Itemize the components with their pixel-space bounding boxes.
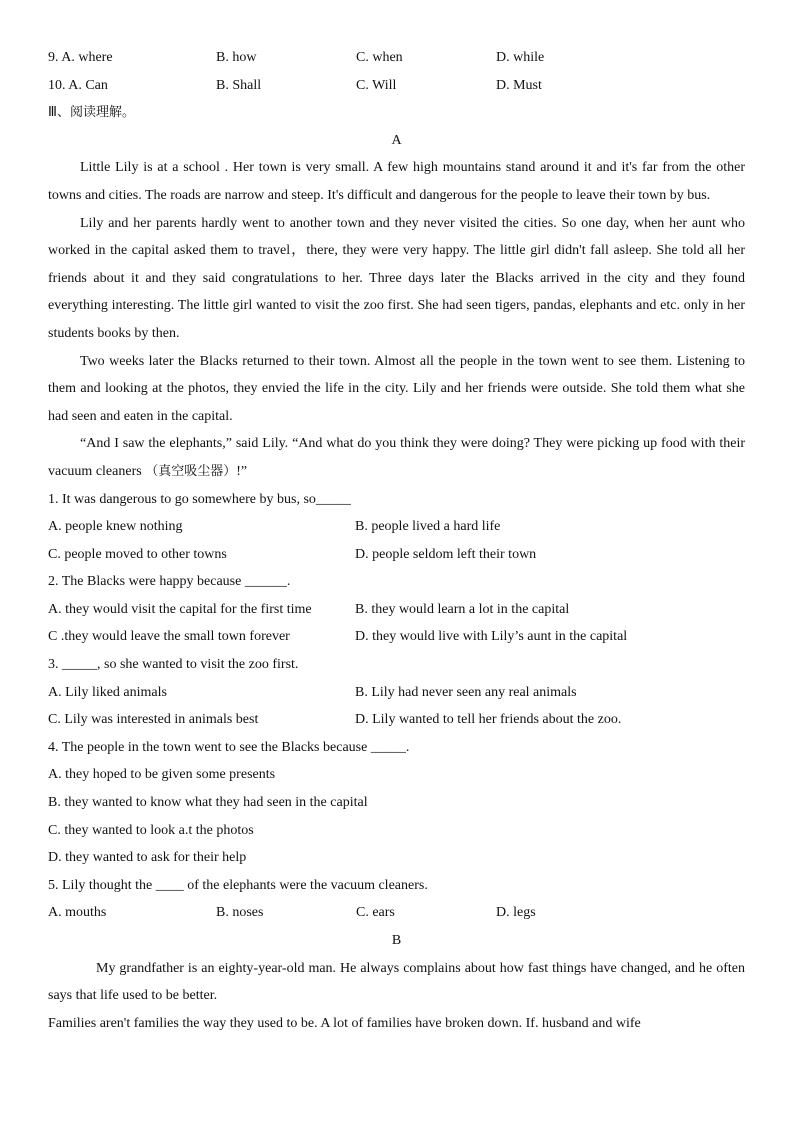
- q3-option-c: C. Lily was interested in animals best: [48, 712, 259, 728]
- q4-option-b: B. they wanted to know what they had seen in the capital: [48, 795, 368, 811]
- q3-options-row-2: [48, 706, 745, 734]
- q2-option-d: D. they would live with Lily’s aunt in the capital: [355, 629, 628, 645]
- option-q9-d: D. while: [496, 50, 545, 65]
- option-row-q9: [48, 44, 745, 72]
- option-row-q10: [48, 72, 745, 100]
- option-q9-c: C. when: [356, 50, 403, 65]
- passage-a-p4-chinese-gloss: （真空吸尘器）: [145, 463, 237, 479]
- q3-option-b: B. Lily had never seen any real animals: [355, 684, 577, 700]
- option-q10-c: C. Will: [356, 77, 397, 93]
- passage-a-paragraph-4: [48, 430, 745, 485]
- passage-a-paragraph-1: Little Lily is at a school . Her town is very small. A few high mountains stand around it and it's far from the other towns and cities. The roads are narrow and steep. It's difficult and dangerous for the people to leave their town by bus.: [48, 160, 745, 203]
- q2-option-a: A. they would visit the capital for the first time: [48, 601, 312, 617]
- passage-b-label: B: [391, 933, 402, 948]
- q1-options-row-1: [48, 513, 745, 541]
- section-heading: Ⅲ、阅读理解。: [48, 105, 135, 121]
- q3-options-row-1: [48, 679, 745, 707]
- q5-option-b: B. noses: [216, 905, 264, 921]
- passage-b-paragraph-1: My grandfather is an eighty-year-old man. He always complains about how fast things have changed, and he often says that life used to be better.: [48, 960, 745, 1004]
- option-q10-a: 10. A. Can: [48, 77, 108, 93]
- q2-options-row-2: [48, 623, 745, 651]
- q1-option-b: B. people lived a hard life: [355, 519, 501, 535]
- passage-b-paragraph-2: Families aren't families the way they used to be. A lot of families have broken down. If. husband and wife: [48, 1015, 641, 1031]
- q2-option-c: C .they would leave the small town forever: [48, 629, 290, 645]
- q4-option-a: A. they hoped to be given some presents: [48, 767, 276, 783]
- option-q9-b: B. how: [216, 50, 257, 65]
- q2-option-b: B. they would learn a lot in the capital: [355, 601, 570, 617]
- passage-a-paragraph-3: Two weeks later the Blacks returned to their town. Almost all the people in the town went to see them. Listening to them and looking at the photos, they envied the life in the city. Lily and her friends were outside. She told them what she had seen and eaten in the capital.: [48, 353, 745, 424]
- passage-a-p4-text: “And I saw the elephants,” said Lily. “And what do you think they were doing? They were picking up food with their vacuum cleaners: [48, 436, 745, 479]
- passage-a-paragraph-2: Lily and her parents hardly went to another town and they never visited the cities. So one day, when her aunt who worked in the capital asked them to travel，there, they were very happy. The little girl didn't fall asleep. She told all her friends about it and they said congratulations to her. Three days later the Blacks arrived in the city and they found everything interesting. The little girl wanted to visit the zoo first. She had seen tigers, pandas, elephants and etc. only in her students books by then.: [48, 215, 745, 341]
- q1-option-d: D. people seldom left their town: [355, 546, 537, 562]
- q3-option-d: D. Lily wanted to tell her friends about the zoo.: [355, 712, 622, 728]
- q4-option-c: C. they wanted to look a.t the photos: [48, 822, 254, 838]
- question-5: 5. Lily thought the ____ of the elephants were the vacuum cleaners.: [48, 877, 428, 893]
- q1-option-c: C. people moved to other towns: [48, 546, 227, 562]
- passage-a-p4-end: !”: [236, 463, 248, 479]
- q1-options-row-2: [48, 541, 745, 569]
- question-2: 2. The Blacks were happy because ______.: [48, 574, 291, 590]
- q5-options-row: [48, 899, 745, 927]
- q5-option-d: D. legs: [496, 905, 536, 921]
- question-3: 3. _____, so she wanted to visit the zoo first.: [48, 657, 299, 673]
- passage-a-label: A: [391, 132, 402, 148]
- option-q10-b: B. Shall: [216, 77, 262, 93]
- q5-option-a: A. mouths: [48, 905, 107, 921]
- q2-options-row-1: [48, 596, 745, 624]
- q3-option-a: A. Lily liked animals: [48, 684, 167, 700]
- question-1: 1. It was dangerous to go somewhere by bus, so_____: [48, 491, 351, 507]
- document-page: [48, 44, 745, 1037]
- q5-option-c: C. ears: [356, 905, 395, 921]
- option-q10-d: D. Must: [496, 77, 542, 93]
- q1-option-a: A. people knew nothing: [48, 519, 183, 535]
- question-4: 4. The people in the town went to see the Blacks because _____.: [48, 739, 410, 755]
- q4-option-d: D. they wanted to ask for their help: [48, 850, 247, 866]
- option-q9-a: 9. A. where: [48, 50, 113, 65]
